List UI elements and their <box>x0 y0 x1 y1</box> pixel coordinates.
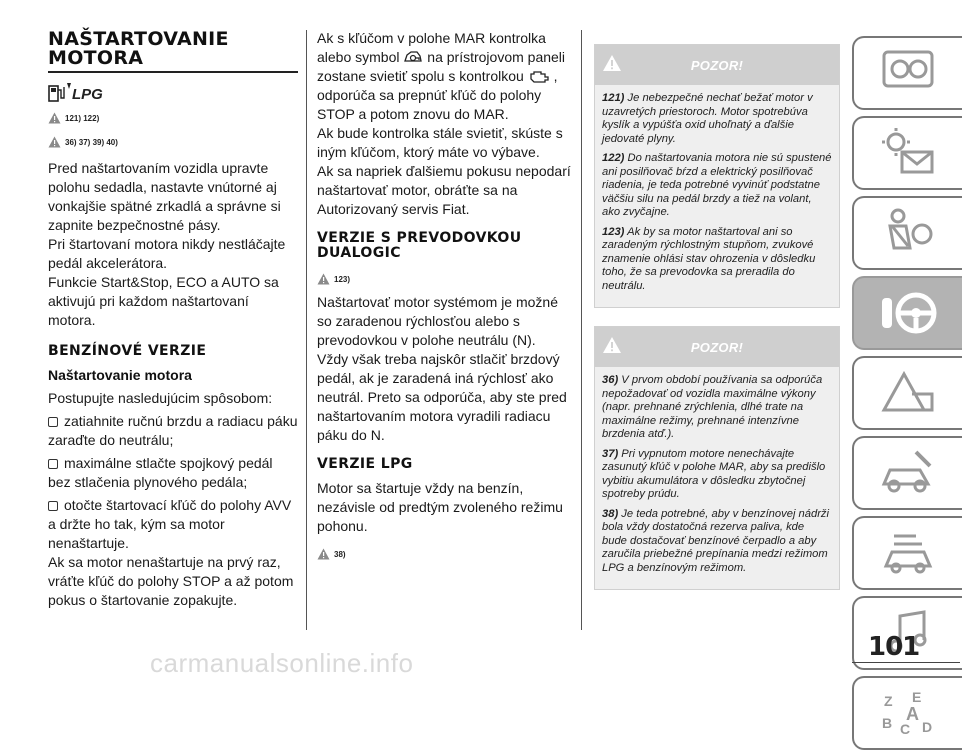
warning-box-header <box>595 327 839 367</box>
tab-safety[interactable] <box>852 196 962 270</box>
warning-lights-icon <box>876 124 940 182</box>
warning-box-1 <box>594 44 840 308</box>
engine-check-icon <box>528 70 550 84</box>
para-lpg: Motor sa štartuje vždy na benzín, nezávisle od predtým zvoleného režimu pohonu. <box>317 480 563 534</box>
warning-ref-b: 36) 37) 39) 40) <box>48 134 298 150</box>
warning-triangle-icon <box>48 112 61 124</box>
para-other-key: Ak bude kontrolka stále svietiť, skúste s iným kľúčom, ktorý máte vo výbave. <box>317 125 563 160</box>
seat-belt-icon <box>876 204 940 262</box>
warning-triangle-icon <box>602 336 622 354</box>
column-2 <box>317 29 575 562</box>
warning-box-header <box>595 45 839 85</box>
tab-warning-lights[interactable] <box>852 116 962 190</box>
para-retry: Ak sa motor nenaštartuje na prvý raz, vráťte kľúč do polohy STOP a až potom pokus o štartovanie zopakujte. <box>48 554 294 608</box>
warning-triangle-icon <box>48 136 61 148</box>
page-number: 101 <box>868 632 920 662</box>
column-divider-2 <box>581 30 582 630</box>
warning-item: 121) Je nebezpečné nechať bežať motor v uzavretých priestoroch. Motor spotrebúva kyslík a vypúšťa oxid uhoľnatý a ďalšie jedovaté plyny. <box>602 92 813 145</box>
wrench-car-icon <box>876 444 940 502</box>
tab-dashboard[interactable] <box>852 36 962 110</box>
car-key-symbol-icon <box>403 49 423 65</box>
para-adjust: Pred naštartovaním vozidla upravte polohu sedadla, nastavte vnútorné aj vonkajšie spätné zrkadlá a správne si zapnite bezpečnostné pásy. <box>48 160 281 233</box>
section-petrol: BENZÍNOVÉ VERZIE <box>48 343 207 359</box>
warning-item: 123) Ak by sa motor naštartoval ani so zaradeným rýchlostným stupňom, zvukové znamenie ohlási stav ohrozenia v dôsledku toho, že sa prevodovka sa preradila do neutrálu. <box>602 225 816 292</box>
tab-emergency[interactable] <box>852 356 962 430</box>
para-accelerator: Pri štartovaní motora nikdy nestláčajte pedál akcelerátora. <box>48 236 286 271</box>
warning-ref-a: 121) 122) <box>48 110 298 126</box>
list-item: otočte štartovací kľúč do polohy AVV a držte ho tak, kým sa motor nenaštartuje. <box>48 497 292 551</box>
section-dualogic: VERZIE S PREVODOVKOU DUALOGIC <box>317 230 522 261</box>
para-dualogic-2: Vždy však treba najskôr stlačiť brzdový pedál, ak je zaradená iná rýchlosť ako neutrál. Preto sa odporúča, aby ste pred naštartovaním motora vyradili radiacu páku do N. <box>317 351 567 443</box>
bullet-box-icon <box>48 417 58 427</box>
warning-triangle-icon <box>317 548 330 560</box>
page-title <box>48 30 298 68</box>
warning-box-title: POZOR! <box>690 339 744 355</box>
column-3 <box>594 44 840 590</box>
svg-text:LPG: LPG <box>72 86 103 103</box>
page-title-line-1: NAŠTARTOVANIE <box>48 28 229 50</box>
pump-icon <box>48 81 298 108</box>
car-dashboard-icon <box>876 44 940 102</box>
tab-maintenance[interactable] <box>852 436 962 510</box>
column-divider-1 <box>306 30 307 630</box>
list-item: zatiahnite ručnú brzdu a radiacu páku zaraďte do neutrálu; <box>48 413 298 448</box>
steering-wheel-key-icon <box>876 284 940 342</box>
tab-index[interactable] <box>852 676 962 750</box>
index-letters-icon <box>876 684 940 742</box>
warning-item: 36) V prvom období používania sa odporúča nepožadovať od vozidla maximálne výkony (napr. prehnané zrýchlenia, dlhé trate na maximálne režimy, prehnané intenzívne brzdenia atď.). <box>602 374 823 440</box>
subheading-start: Naštartovanie motora <box>48 367 192 383</box>
section-lpg: VERZIE LPG <box>317 456 413 472</box>
warning-triangle-icon <box>602 54 622 72</box>
bullet-box-icon <box>48 501 58 511</box>
title-rule <box>48 71 298 73</box>
list-item: maximálne stlačte spojkový pedál bez stlačenia plynového pedála; <box>48 455 273 490</box>
warning-item: 122) Do naštartovania motora nie sú spustené ani posilňovač bŕzd a elektrický posilňovač riadenia, je teda potrebné vyvinúť podstatne väčšiu silu na pedál brzdy a tiež na volant, ako zvyčajne. <box>602 152 832 218</box>
warning-item: 38) Je teda potrebné, aby v benzínovej nádrži bola vždy dostatočná rezerva paliva, kde bude dostačovať benzínové čerpadlo a aby zaručila priebežné prepínania medzi režimom LPG a benzínovým režimom. <box>602 507 830 574</box>
watermark: carmanualsonline.info <box>150 648 414 678</box>
page-title-line-2: MOTORA <box>48 47 144 69</box>
para-dualogic-1: Naštartovať motor systémom je možné so zaradenou rýchlosťou alebo s prevodovkou v polohe neutrálu (N). <box>317 294 558 348</box>
bullet-box-icon <box>48 459 58 469</box>
page-number-rule <box>852 662 960 663</box>
technical-data-icon <box>876 524 940 582</box>
tab-starting-driving[interactable] <box>852 276 962 350</box>
para-startstop: Funkcie Start&Stop, ECO a AUTO sa aktivujú pri každom naštartovaní motora. <box>48 274 279 328</box>
warning-item: 37) Pri vypnutom motore nenechávajte zasunutý kľúč v polohe MAR, aby sa predišlo vybitiu akumulátora v dôsledku zbytočnej spotreby prúdu. <box>602 447 826 500</box>
warning-box-body <box>595 85 839 307</box>
warning-box-body <box>595 367 839 589</box>
warning-ref-d: 38) <box>317 546 575 562</box>
para-intro: Postupujte nasledujúcim spôsobom: <box>48 390 273 406</box>
para-mar-warning: Ak s kľúčom v polohe MAR kontrolka alebo symbol na prístrojovom paneli zostane svietiť spolu s kontrolkou , odporúča sa prepnúť kľúč do polohy STOP a potom znovu do MAR. <box>317 30 566 122</box>
svg-text:Z: Z <box>884 693 893 709</box>
svg-text:B: B <box>882 715 893 731</box>
warning-triangle-icon <box>317 273 330 285</box>
svg-text:D: D <box>922 719 933 735</box>
column-1 <box>48 30 298 610</box>
para-service: Ak sa napriek ďalšiemu pokusu nepodarí naštartovať motor, obráťte sa na Autorizovaný servis Fiat. <box>317 163 571 217</box>
tab-technical-data[interactable] <box>852 516 962 590</box>
svg-text:C: C <box>900 721 911 737</box>
warning-box-title: POZOR! <box>690 57 744 73</box>
svg-text:A: A <box>906 704 919 724</box>
warning-box-2 <box>594 326 840 590</box>
warning-triangle-icon <box>876 364 940 422</box>
svg-text:E: E <box>912 689 922 705</box>
warning-ref-c: 123) <box>317 271 575 287</box>
